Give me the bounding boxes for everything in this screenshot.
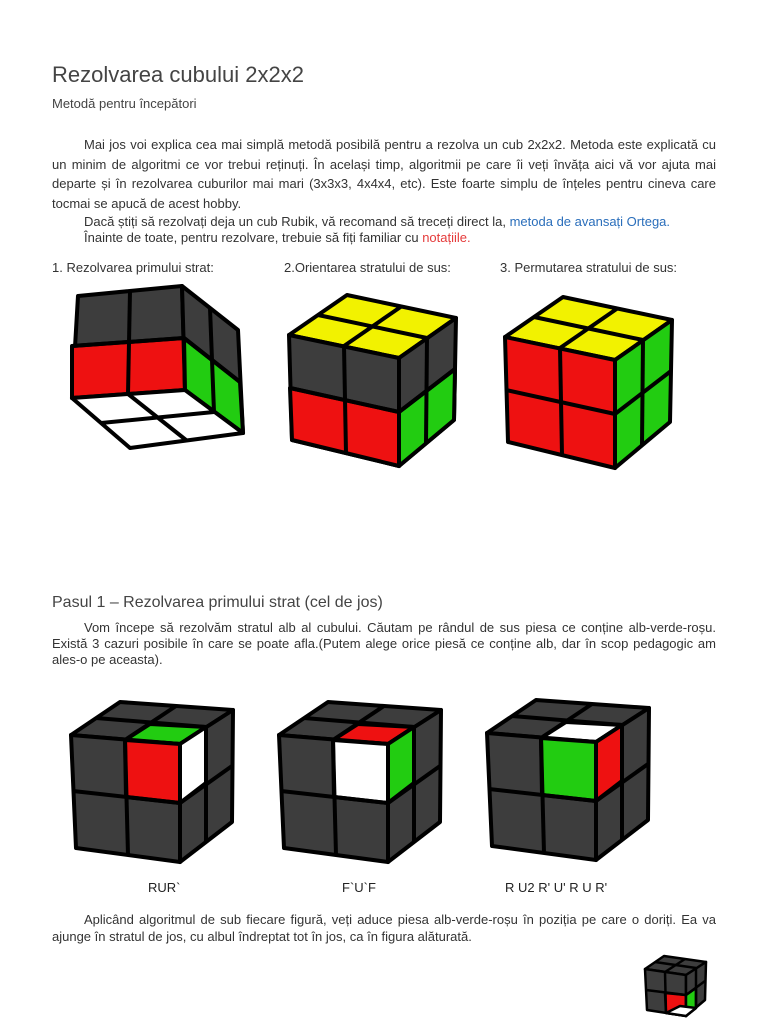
page-title: Rezolvarea cubului 2x2x2 — [52, 62, 304, 87]
advanced-suffix: . — [666, 214, 671, 229]
outro-text: Aplicând algoritmul de sub fiecare figură, veți aduce piesa alb-verde-roșu în poziția pe care o doriți. Ea va ajunge în stratul de jos, cu albul îndreptat tot în jos, ca în figura alăturată. — [52, 912, 716, 944]
ortega-link[interactable]: metoda de avansați Ortega — [509, 214, 667, 229]
front-white-sticker — [333, 740, 388, 803]
case-3-cube-image — [484, 688, 654, 868]
cube-solved-image — [500, 292, 680, 472]
front-red-sticker — [125, 740, 180, 803]
section-heading: Pasul 1 – Rezolvarea primului strat (cel de jos) — [52, 594, 383, 611]
algorithm-case-1: RUR` — [148, 880, 181, 895]
notation-text: Înainte de toate, pentru rezolvare, trebuie să fiți familiar cu — [84, 230, 423, 245]
advanced-text: Dacă știți să rezolvați deja un cub Rubik, vă recomand să treceți direct la, — [84, 214, 510, 229]
algorithm-case-3: R U2 R' U' R U R' — [505, 880, 608, 895]
cube-first-layer-image — [60, 278, 260, 468]
section-paragraph — [52, 620, 716, 668]
step-1-label: 1. Rezolvarea primului strat: — [52, 260, 214, 275]
intro-paragraph — [52, 135, 716, 213]
cube-oriented-top-image — [284, 290, 464, 470]
case-2-cube-image — [276, 690, 446, 870]
advanced-line — [84, 214, 670, 229]
result-cube-image — [642, 952, 710, 1020]
outro-paragraph — [52, 911, 716, 945]
step-2-label: 2.Orientarea stratului de sus: — [284, 260, 451, 275]
intro-text: Mai jos voi explica cea mai simplă metodă posibilă pentru a rezolva un cub 2x2x2. Metoda este explicată cu un minim de algoritmi ce vor trebui reținuți. În același timp, algoritmii pe care îi veți învăța aici vă vor ajuta mai departe și în rezolvarea cuburilor mai mari (3x3x3, 4x4x4, etc). Este foarte simplu de înțeles pentru cineva care tocmai se apucă de acest hobby. — [52, 137, 716, 211]
algorithm-case-2: F`U`F — [342, 880, 376, 895]
step-3-label: 3. Permutarea stratului de sus: — [500, 260, 678, 275]
notation-link[interactable]: notațiile — [422, 230, 467, 245]
notation-suffix: . — [467, 230, 471, 245]
page-subtitle: Metodă pentru începători — [52, 96, 197, 111]
case-1-cube-image — [68, 690, 238, 870]
section-text: Vom începe să rezolvăm stratul alb al cubului. Căutam pe rândul de sus piesa ce conține alb-verde-roșu. Există 3 cazuri posibile în care se poate afla.(Putem alege orice piesă ce conține alb, dar în scop pedagogic am ales-o pe aceasta). — [52, 620, 716, 667]
front-green-sticker — [541, 738, 596, 801]
notation-line — [84, 230, 471, 245]
